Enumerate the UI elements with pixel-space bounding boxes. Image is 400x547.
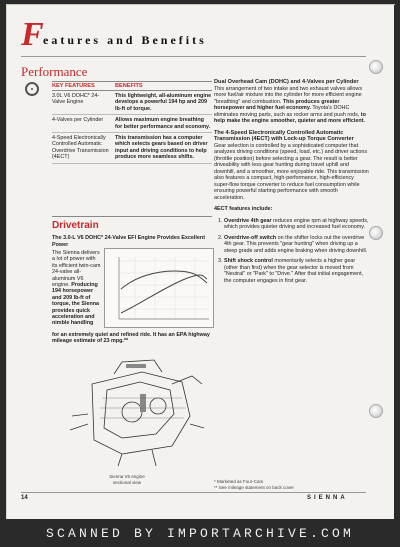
col-benefit-header: BENEFITS: [115, 83, 143, 89]
drivetrain-subtitle: The 3.0-L V6 DOHC* 24-Valve EFI Engine Provides Excellent Power: [52, 235, 205, 248]
ect-features-heading: 4ECT features include:: [214, 206, 273, 213]
binder-hole-icon: [369, 60, 383, 74]
benefit-cell: Allows maximum engine breathing for better performance and economy.: [115, 117, 211, 130]
binder-hole-icon: [369, 404, 383, 418]
feature-cell: 3.0L V6 DOHC* 24-Valve Engine: [52, 93, 100, 106]
list-item: 1. Overdrive 4th gear reduces engine rpm at highway speeds, which provides quieter driving and increased fuel economy.: [224, 218, 369, 231]
scan-watermark: SCANNED BY IMPORTARCHIVE.COM: [45, 526, 355, 541]
binder-hole-icon: [369, 226, 383, 240]
footnote: ** See mileage statement on back cover: [214, 485, 295, 490]
header-title: eatures and Benefits: [43, 33, 207, 47]
torque-horsepower-graph: [104, 248, 214, 328]
benefit-cell: This transmission has a computer which selects gears based on driver input and driving conditions to help produce more seamless shifts.: [115, 135, 208, 161]
ect-feature-list: [224, 218, 369, 285]
page-number: 14: [21, 495, 28, 501]
benefit-cell: This lightweight, all-aluminum engine develops a powerful 194 hp and 209 lb-ft of torque.: [115, 93, 212, 112]
drivetrain-body-continued: for an extremely quiet and refined ride. It has an EPA highway mileage estimate of 23 mpg.**: [52, 332, 210, 345]
feature-cell: 4-Valves per Cylinder: [52, 117, 104, 124]
dohc-paragraph: This arrangement of two intake and two exhaust valves allows more fuel/air mixture into the cylinder for more efficient engine "breathing" and combustion. This produces greater horsepower and higher fuel economy. Toyota's DOHC eliminates moving parts, such as rocker arms and push rods, to help make the engine smoother, quieter and more efficient.: [214, 85, 366, 125]
table-header: [52, 81, 212, 91]
table-row: [52, 91, 212, 115]
engine-cutaway-illustration: [52, 354, 217, 474]
drivetrain-divider: [52, 216, 212, 217]
footnotes: [214, 479, 294, 491]
list-item: 3. Shift shock control momentarily selects a higher gear (other than first) when the gear selector is moved from "Neutral" or "Park" to "Drive." After that initial engagement, the computer engages in first gear.: [224, 258, 369, 284]
page-top-edge: [7, 4, 395, 5]
table-row: [52, 133, 212, 164]
footnote: * Marketed as Four-Cam: [214, 479, 264, 484]
dohc-heading: Dual Overhead Cam (DOHC) and 4-Valves per Cylinder: [214, 79, 359, 85]
steering-wheel-icon: [25, 82, 39, 96]
list-item: 2. Overdrive-off switch on the shifter locks out the overdrive 4th gear. This prevents "gear hunting" when driving up a steep grade and adds engine braking when driving downhill.: [224, 235, 369, 255]
footer-divider: [21, 492, 366, 493]
model-name: SIENNA: [307, 495, 348, 501]
brochure-page: [6, 4, 394, 519]
table-row: [52, 115, 212, 133]
feature-cell: 4-Speed Electronically Controlled Automatic Overdrive Transmission (4ECT): [52, 135, 109, 161]
header-divider: [21, 56, 366, 57]
ect-heading: The 4-Speed Electronically Controlled Automatic Transmission (4ECT) with Lock-up Torque Converter: [214, 129, 354, 143]
features-table: [52, 81, 212, 164]
col-feature-header: KEY FEATURES: [52, 83, 95, 89]
right-column: [214, 79, 369, 288]
performance-curve-graphic: [105, 249, 215, 329]
drivetrain-title: Drivetrain: [52, 220, 99, 231]
header-initial: F: [21, 16, 44, 53]
drivetrain-body: The Sienna delivers a lot of power with its efficient twin-cam 24-valve all-aluminum V6 engine. Producing 194 horsepower and 209 lb-ft of torque, the Sienna provides quick acceleration and nimble handling: [52, 250, 101, 327]
section-title: Performance: [21, 64, 88, 79]
engine-caption: Sienna V6 engine sectional view: [109, 474, 145, 485]
engine-diagram-graphic: [52, 354, 217, 474]
ect-paragraph: Gear selection is controlled by a sophisticated computer that analyzes driving conditions (speed, load, etc.) and driver actions (throttle position) before selecting a gear. The result is better driveability with less gear hunting during travel uphill and downhill, and a smoother, more enjoyable ride. This transmission also features a compact, high-performance, high-efficiency super-flow torque converter to reduce fuel consumption while ensuring powerful starting performance with smooth acceleration.: [214, 142, 369, 201]
